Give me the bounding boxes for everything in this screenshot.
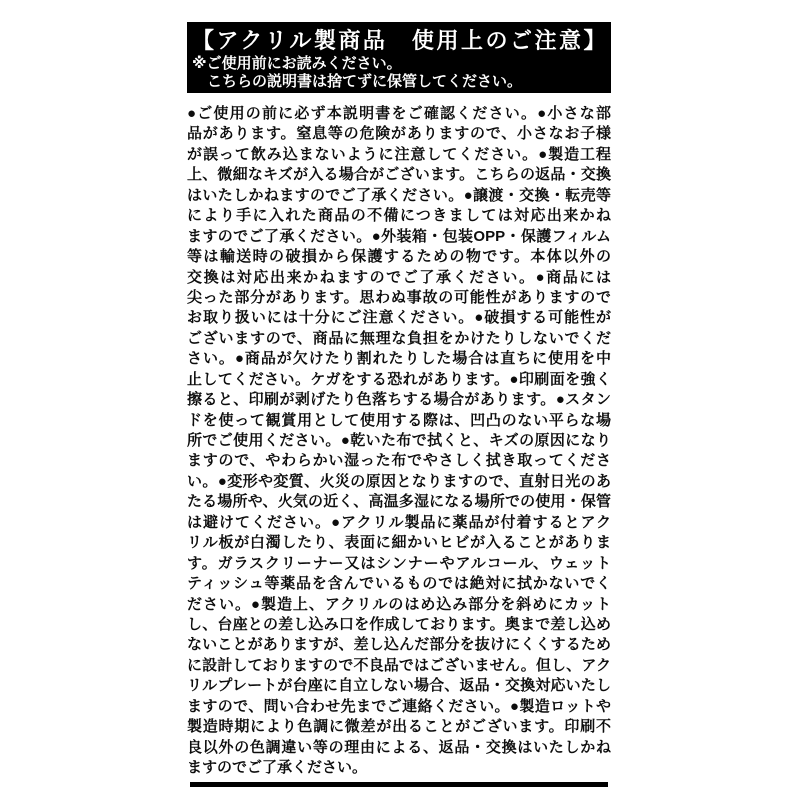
- body-line: ますので、問い合わせ先までご連絡ください。●製造ロットや: [187, 697, 611, 715]
- body-line: 尖った部分があります。思わぬ事故の可能性がありますので: [187, 288, 611, 306]
- header-note-line2: こちらの説明書は捨てずに保管してください。: [207, 72, 523, 90]
- body-line: さい。●商品が欠けたり割れたりした場合は直ちに使用を中: [187, 350, 611, 368]
- body-line: たる場所や、火気の近く、高温多湿になる場所での使用・保管: [187, 493, 611, 511]
- body-line: ますのでご了承ください。: [187, 759, 368, 776]
- body-line: 製造時期により色調に微差が出ることがございます。印刷不: [187, 718, 611, 736]
- body-line: 等は輸送時の破損から保護するための物です。本体以外の: [187, 248, 611, 266]
- body-line: はいたしかねますのでご了承ください。●譲渡・交換・転売等: [187, 186, 611, 204]
- body-line: ●ご使用の前に必ず本説明書をご確認ください。●小さな部: [187, 105, 611, 122]
- bottom-divider-bar: [190, 782, 608, 787]
- body-line: 所でご使用ください。●乾いた布で拭くと、キズの原因になり: [187, 432, 611, 449]
- body-line: 交換は対応出来かねますのでご了承ください。●商品には: [187, 268, 611, 286]
- body-line: す。ガラスクリーナー又はシンナーやアルコール、ウェット: [187, 554, 611, 572]
- body-line: 品があります。窒息等の危険がありますので、小さなお子様: [187, 125, 611, 143]
- body-line: ないことがありますが、差し込んだ部分を抜けにくくするため: [187, 636, 611, 654]
- notice-content: [187, 22, 611, 787]
- body-line: ございますので、商品に無理な負担をかけたりしないでくだ: [187, 329, 611, 347]
- body-line: 上、微細なキズが入る場合がございます。こちらの返品・交換: [187, 166, 611, 184]
- body-line: は避けてください。●アクリル製品に薬品が付着するとアク: [187, 513, 611, 531]
- body-line: 良以外の色調違い等の理由による、返品・交換はいたしかね: [187, 738, 611, 756]
- body-line: し、台座との差し込み口を作成しております。奥まで差し込め: [187, 615, 611, 633]
- body-line: ますので、やわらかい湿った布でやさしく拭き取ってくださ: [187, 452, 611, 470]
- body-line: ドを使って観賞用として使用する際は、凹凸のない平らな場: [187, 411, 611, 429]
- body-line: ださい。●製造上、アクリルのはめ込み部分を斜めにカット: [187, 595, 611, 613]
- body-line: 擦ると、印刷が剥げたり色落ちする場合があります。●スタン: [187, 391, 611, 409]
- body-line: が誤って飲み込まないように注意してください。●製造工程: [187, 145, 611, 163]
- body-line: に設計しておりますので不良品ではございません。但し、アク: [187, 656, 611, 674]
- body-line: い。●変形や変質、火災の原因となりますので、直射日光のあ: [187, 472, 611, 490]
- body-line: リル板が白濁したり、表面に細かいヒビが入ることがありま: [187, 534, 611, 552]
- body-line: リルプレートが台座に自立しない場合、返品・交換対応いたし: [187, 677, 611, 695]
- body-line: により手に入れた商品の不備につきましては対応出来かね: [187, 207, 611, 225]
- body-line: 止してください。ケガをする恐れがあります。●印刷面を強く: [187, 370, 611, 388]
- header-note-line1: ※ご使用前にお読みください。: [192, 55, 402, 72]
- body-line: お取り扱いには十分にご注意ください。●破損する可能性が: [187, 309, 611, 327]
- body-line: ティッシュ等薬品を含んでいるものでは絶対に拭かないでく: [187, 575, 611, 593]
- notice-header: [187, 22, 611, 93]
- body-line: ますのでご了承ください。●外装箱・包装OPP・保護フィルム: [187, 227, 611, 245]
- notice-body: [187, 104, 611, 778]
- notice-title: 【アクリル製商品 使用上のご注意】: [192, 28, 606, 53]
